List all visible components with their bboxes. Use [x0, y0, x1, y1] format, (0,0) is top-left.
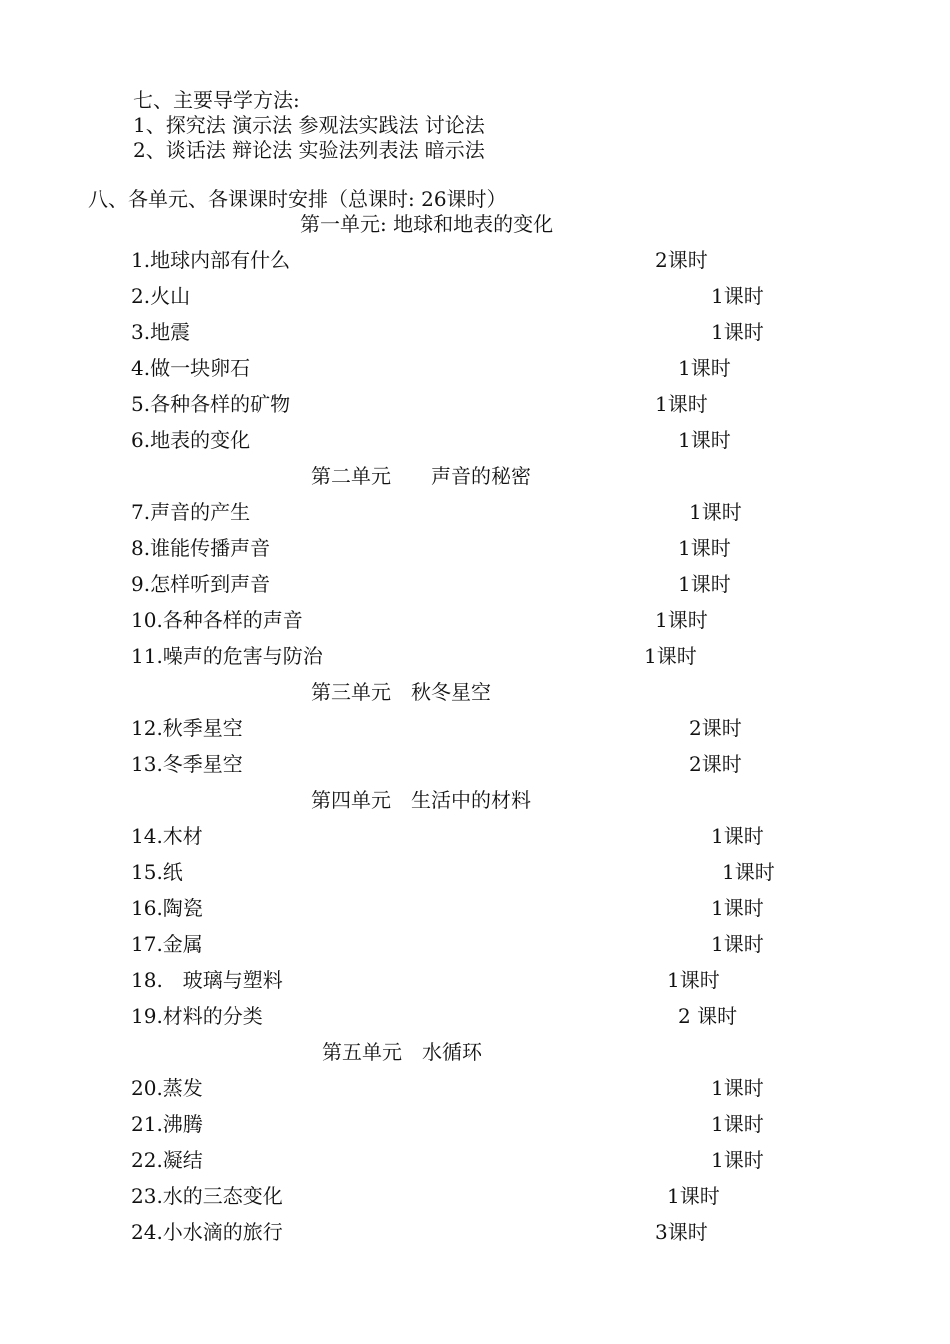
- lesson-hours: 1课时: [722, 860, 775, 884]
- lesson-name: 8.谁能传播声音: [131, 536, 271, 560]
- lesson-hours: 2课时: [655, 248, 708, 272]
- lesson-hours: 1课时: [711, 320, 764, 344]
- lesson-hours: 1课时: [667, 1184, 720, 1208]
- section8-heading: 八、各单元、各课课时安排（总课时: 26课时）: [88, 187, 507, 211]
- lesson-hours: 1课时: [711, 1112, 764, 1136]
- unit5-title: 第五单元 水循环: [322, 1040, 482, 1064]
- lesson-name: 24.小水滴的旅行: [131, 1220, 283, 1244]
- lesson-hours: 1课时: [711, 284, 764, 308]
- lesson-name: 11.噪声的危害与防治: [131, 644, 323, 668]
- lesson-hours: 1课时: [711, 896, 764, 920]
- lesson-hours: 1课时: [711, 824, 764, 848]
- lesson-name: 6.地表的变化: [131, 428, 251, 452]
- section7-methods-line1: 1、探究法 演示法 参观法实践法 讨论法: [133, 113, 485, 137]
- lesson-hours: 1课时: [678, 572, 731, 596]
- lesson-hours: 1课时: [644, 644, 697, 668]
- lesson-name: 23.水的三态变化: [131, 1184, 283, 1208]
- lesson-name: 21.沸腾: [131, 1112, 203, 1136]
- unit4-title: 第四单元 生活中的材料: [311, 788, 531, 812]
- lesson-name: 14.木材: [131, 824, 203, 848]
- lesson-name: 16.陶瓷: [131, 896, 203, 920]
- lesson-hours: 1课时: [711, 1148, 764, 1172]
- lesson-hours: 3课时: [655, 1220, 708, 1244]
- lesson-name: 2.火山: [131, 284, 191, 308]
- lesson-name: 17.金属: [131, 932, 203, 956]
- lesson-hours: 1课时: [678, 428, 731, 452]
- lesson-hours: 1课时: [655, 392, 708, 416]
- lesson-hours: 1课时: [678, 356, 731, 380]
- lesson-name: 12.秋季星空: [131, 716, 243, 740]
- lesson-hours: 2 课时: [678, 1004, 738, 1028]
- lesson-name: 7.声音的产生: [131, 500, 251, 524]
- unit1-title: 第一单元: 地球和地表的变化: [300, 212, 554, 236]
- lesson-hours: 1课时: [711, 1076, 764, 1100]
- lesson-name: 9.怎样听到声音: [131, 572, 271, 596]
- lesson-hours: 2课时: [689, 752, 742, 776]
- lesson-hours: 1课时: [667, 968, 720, 992]
- lesson-name: 5.各种各样的矿物: [131, 392, 291, 416]
- lesson-hours: 1课时: [711, 932, 764, 956]
- lesson-name: 3.地震: [131, 320, 191, 344]
- unit3-title: 第三单元 秋冬星空: [311, 680, 491, 704]
- lesson-name: 1.地球内部有什么: [131, 248, 291, 272]
- lesson-name: 13.冬季星空: [131, 752, 243, 776]
- lesson-hours: 1课时: [655, 608, 708, 632]
- lesson-name: 10.各种各样的声音: [131, 608, 303, 632]
- lesson-hours: 1课时: [689, 500, 742, 524]
- lesson-name: 22.凝结: [131, 1148, 203, 1172]
- section7-heading: 七、主要导学方法:: [133, 88, 300, 112]
- lesson-hours: 1课时: [678, 536, 731, 560]
- lesson-name: 18. 玻璃与塑料: [131, 968, 283, 992]
- section7-methods-line2: 2、谈话法 辩论法 实验法列表法 暗示法: [133, 138, 485, 162]
- lesson-name: 20.蒸发: [131, 1076, 203, 1100]
- lesson-hours: 2课时: [689, 716, 742, 740]
- lesson-name: 15.纸: [131, 860, 183, 884]
- unit2-title: 第二单元 声音的秘密: [311, 464, 531, 488]
- lesson-name: 4.做一块卵石: [131, 356, 251, 380]
- lesson-name: 19.材料的分类: [131, 1004, 263, 1028]
